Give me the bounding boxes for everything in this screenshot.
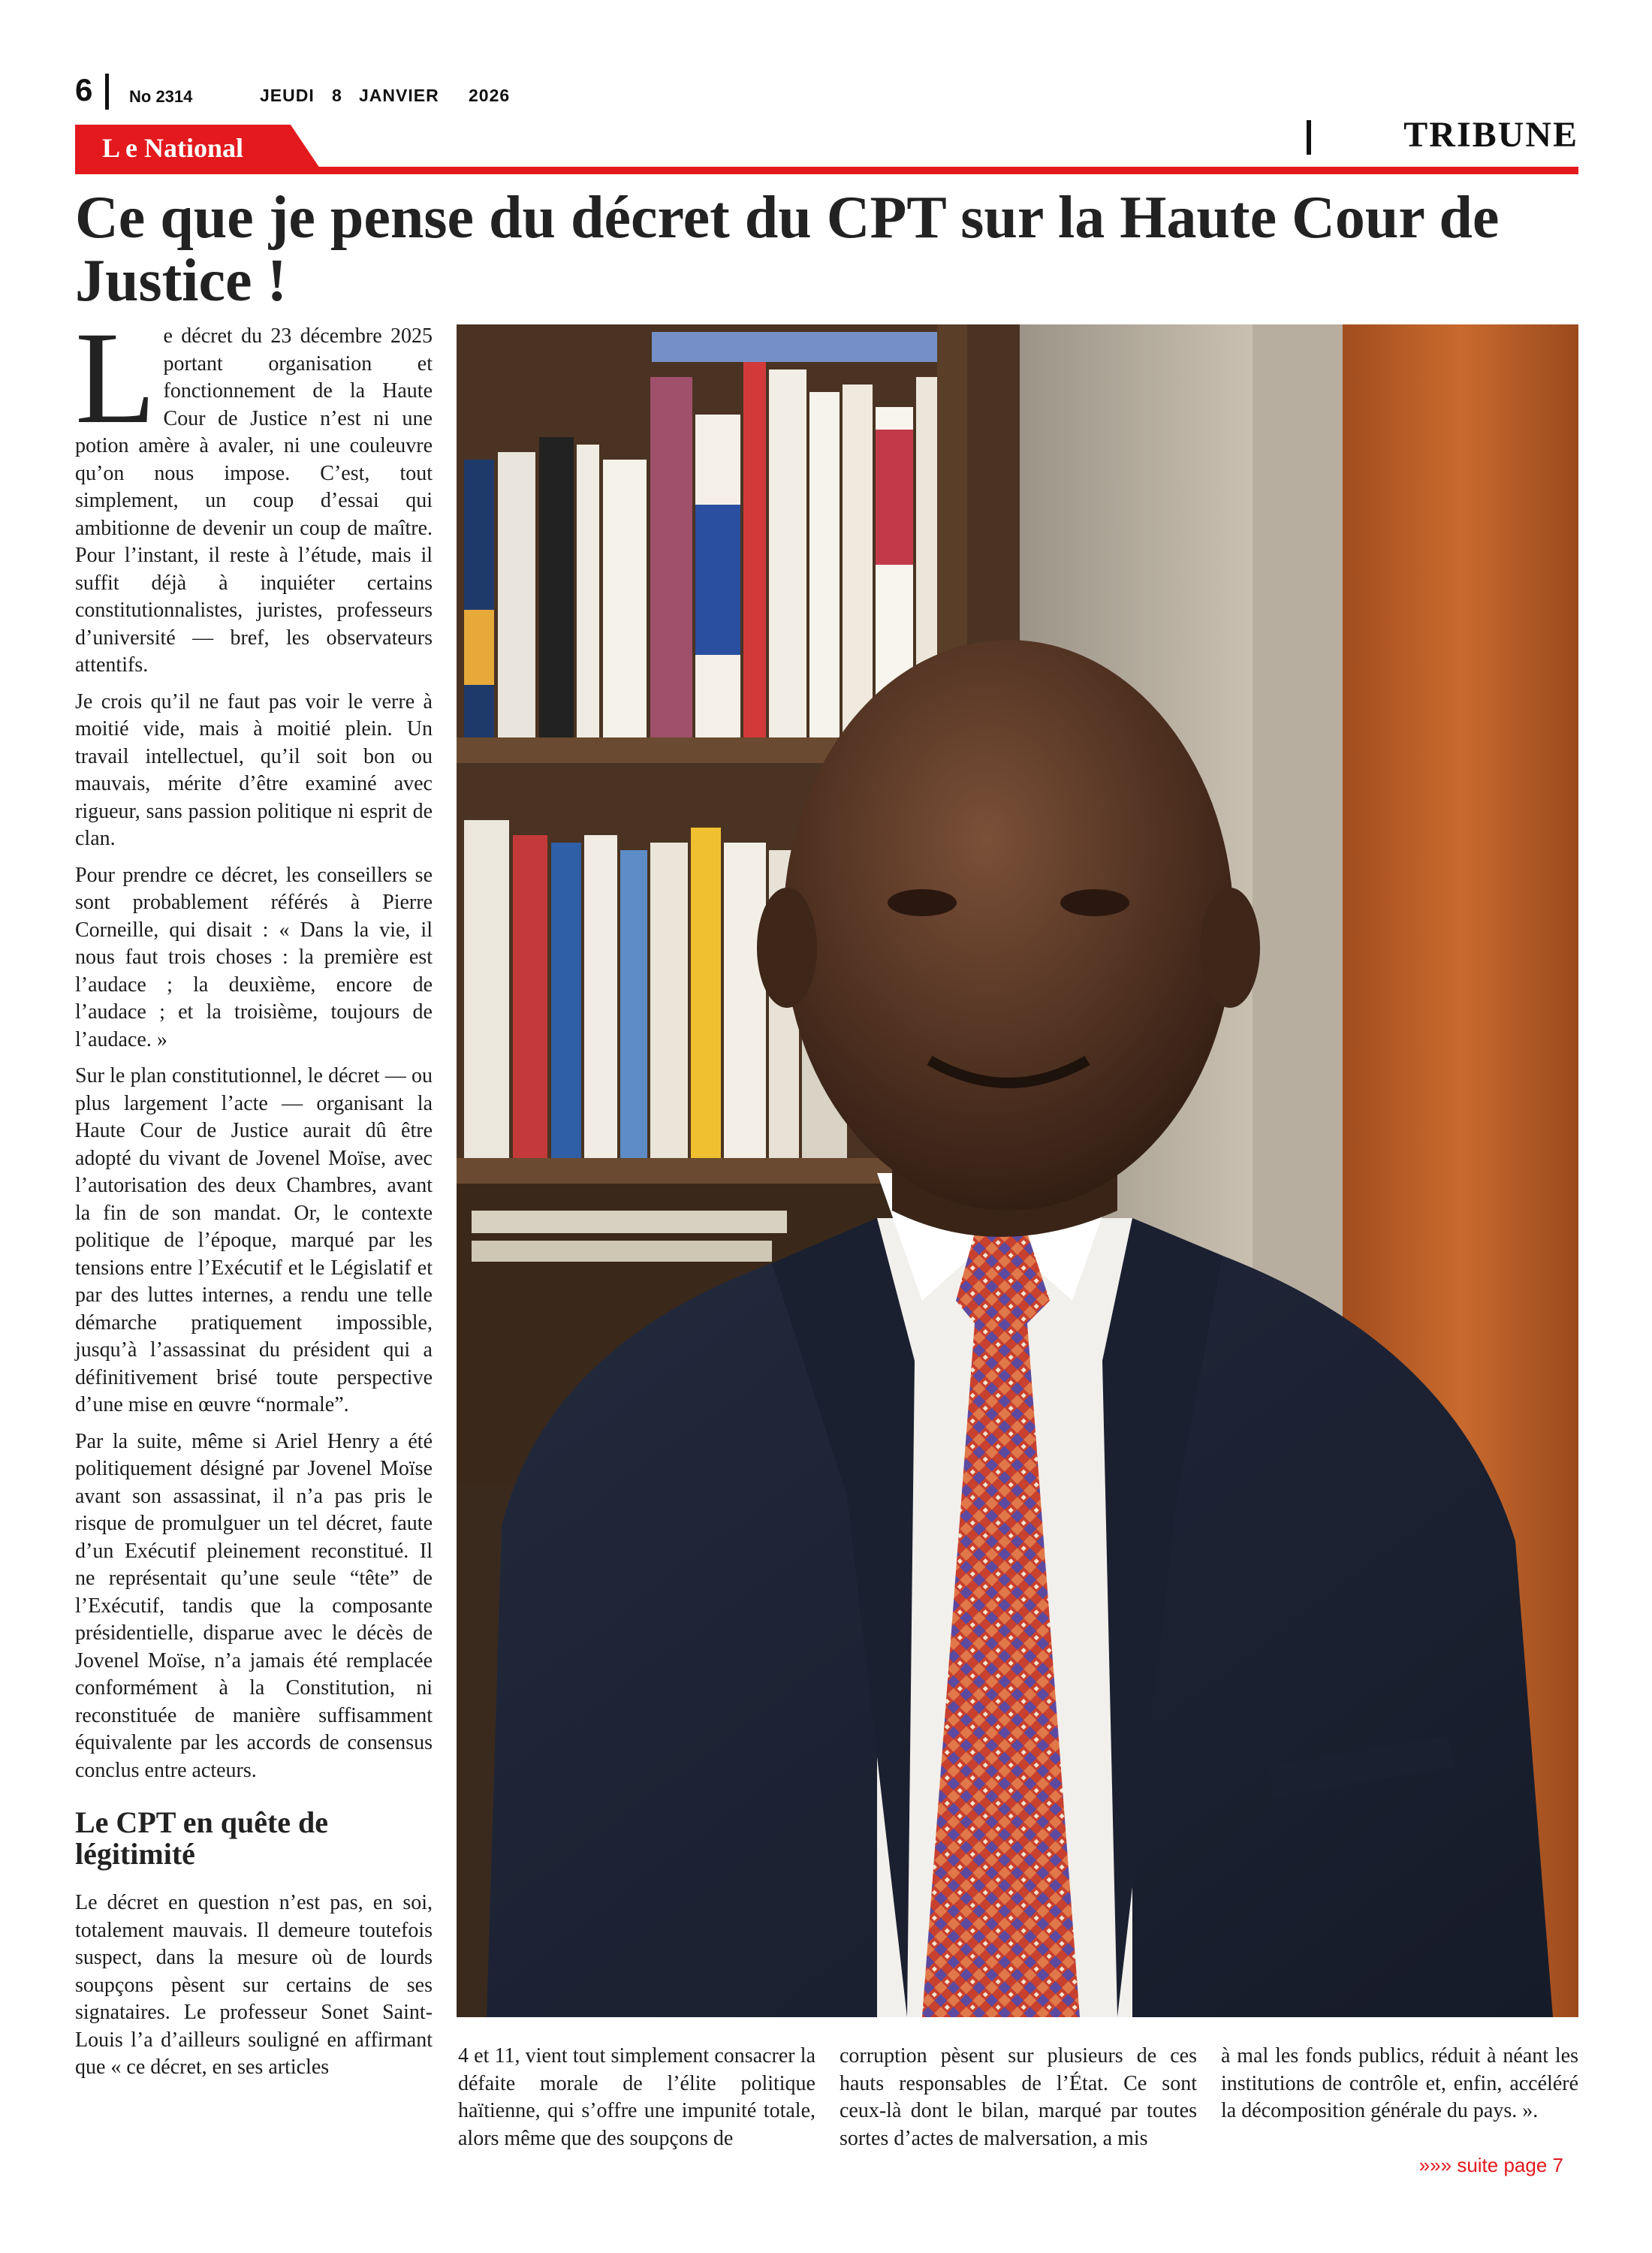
article-paragraph: Le décret en question n’est pas, en soi, totalement mauvais. Il demeure toutefois suspect, dans la mesure où de lourds soupçons pèsent sur certains de ses signataires. Le professeur Sonet Saint-Louis l’a d’ailleurs souligné en affirmant que « ce décret, en ses articles (75, 1891, 433, 2079)
article-paragraph: Par la suite, même si Ariel Henry a été politiquement désigné par Jovenel Moïse avant son assassinat, il n’a pas pris le risque de promulguer un tel décret, faute d’un Exécutif pleinement reconstitué. Il ne représentait qu’une seule “tête” de l’Exécutif, tandis que la composante présidentielle, disparue avec le décès de Jovenel Moïse, n’a jamais été remplacée conformément à la Constitution, ni reconstituée de manière suffisamment équivalente par les accords de consensus conclus entre acteurs. (75, 1429, 433, 1782)
page-number: 6 (75, 72, 93, 107)
brand-name: L e National (102, 133, 244, 163)
portrait-photo (457, 324, 1578, 2017)
date-day: JEUDI (260, 86, 315, 105)
article-column-bottom-2: corruption pèsent sur plusieurs de ces hauts responsables de l’État. Ce sont ceux-là dont le bilan, marqué par toutes sortes d’actes de malversation, a mis (840, 2044, 1197, 2150)
section-label: TRIBUNE (1403, 115, 1578, 155)
date-month: JANVIER (359, 86, 439, 105)
paragraph-text: e décret du 23 décembre 2025 portant organisation et fonctionnement de la Haute Cour de Justice n’est ni une potion amère à avaler, ni une couleuvre qu’on nous impose. C’est, tout simplement, un coup d’essai qui ambitionne de devenir un coup de maître. Pour l’instant, il reste à l’étude, mais il suffit déjà à inquiéter certains constitutionnalistes, juristes, professeurs d’université — bref, les observateurs attentifs. (75, 324, 433, 677)
article-column-bottom-3: à mal les fonds publics, réduit à néant les institutions de contrôle et, enfin, accéléré la décomposition générale du pays. ». (1221, 2044, 1578, 2122)
date-number: 8 (332, 86, 342, 105)
article-subhead: Le CPT en quête de légitimité (75, 1805, 329, 1871)
article-column-left (75, 305, 433, 2091)
issue-number: No 2314 (129, 87, 193, 106)
article-paragraph: Sur le plan constitutionnel, le décret — ou plus largement l’acte — organisant la Haute Cour de Justice aurait dû être adopté du vivant de Jovenel Moïse, avec l’autorisation des deux Chambres, avant la fin de son mandat. Or, le contexte politique de l’époque, marqué par les tensions entre l’Exécutif et le Législatif et par des luttes internes, a rendu une telle démarche pratiquement impossible, jusqu’à l’assassinat du président qui a définitivement brisé toute perspective d’une mise en œuvre “normale”. (75, 1064, 433, 1416)
date-year: 2026 (469, 86, 511, 105)
article-column-bottom-1: 4 et 11, vient tout simplement consacrer la défaite morale de l’élite politique haïtienne, qui s’offre une impunité totale, alors même que des soupçons de (458, 2044, 815, 2150)
article-paragraph: Pour prendre ce décret, les conseillers se sont probablement référés à Pierre Corneille, qui disait : « Dans la vie, il nous faut trois choses : la première est l’audace ; la deuxième, encore de l’audace ; et la troisième, toujours de l’audace. » (75, 863, 433, 1051)
page-number-divider (105, 74, 109, 110)
drop-cap: L (75, 305, 156, 451)
header-rule (75, 167, 1578, 174)
article-headline: Ce que je pense du décret du CPT sur la Haute Cour de Justice ! (75, 185, 1500, 314)
article-paragraph: Je crois qu’il ne faut pas voir le verre à moitié vide, mais à moitié plein. Un travail intellectuel, qu’il soit bon ou mauvais, mérite d’être examiné avec rigueur, sans passion politique ni esprit de clan. (75, 689, 433, 850)
article-paragraph (75, 305, 433, 680)
section-divider (1307, 120, 1311, 155)
continued-link[interactable]: »»» suite page 7 (1418, 2154, 1563, 2176)
